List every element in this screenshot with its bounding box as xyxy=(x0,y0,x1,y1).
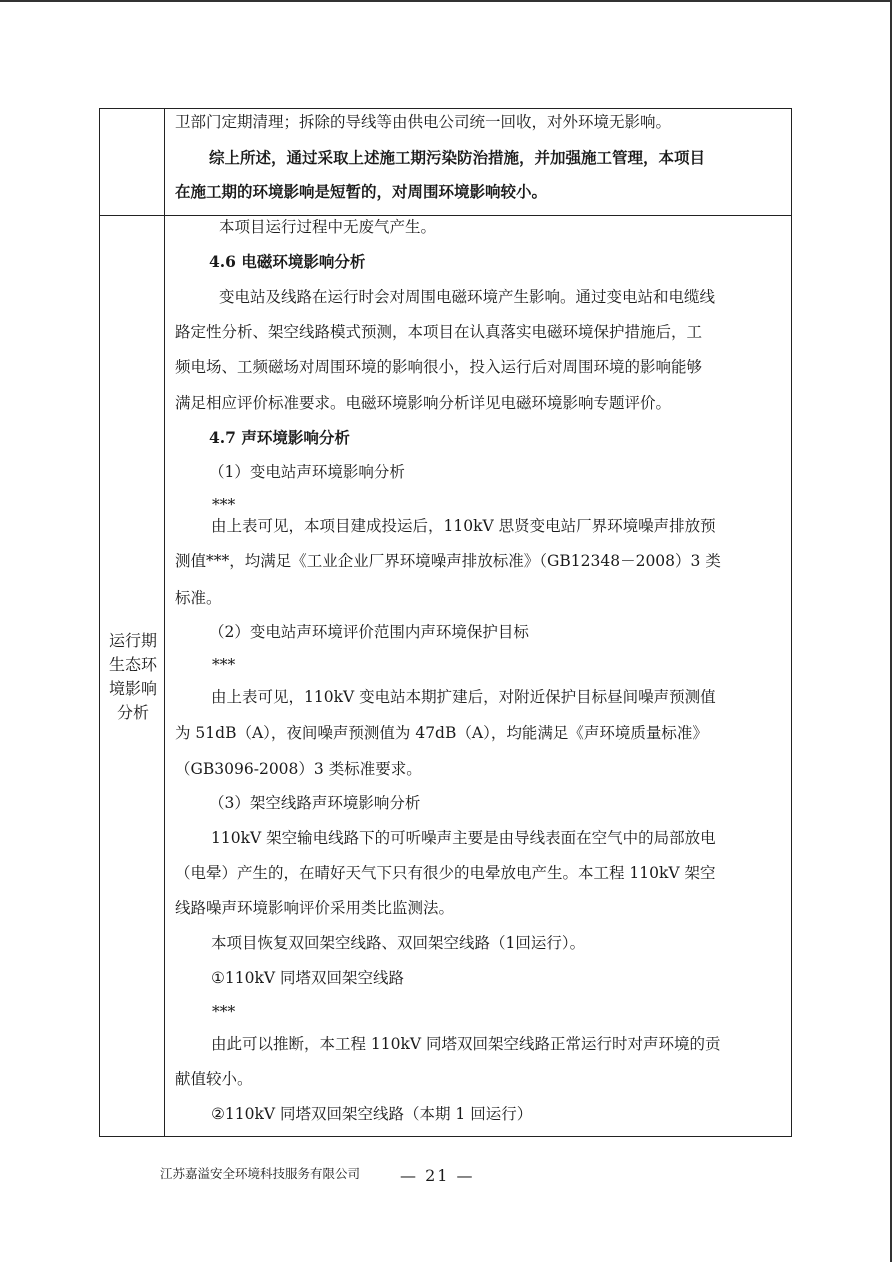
placeholder-stars-1: *** xyxy=(212,496,236,514)
row-divider xyxy=(100,215,791,216)
row-label-operation-period: 运行期 生态环 境影响 分析 xyxy=(108,631,157,722)
footer-company: 江苏嘉溢安全环境科技服务有限公司 xyxy=(160,1166,361,1181)
infer-para-line-1: 由此可以推断，本工程 110kV 同塔双回架空线路正常运行时对声环境的贡 xyxy=(211,1035,721,1053)
line-para-line-3: 线路噪声环境影响评价采用类比监测法。 xyxy=(175,899,455,917)
em-para-line-3: 频电场、工频磁场对周围环境的影响很小，投入运行后对周围环境的影响能够 xyxy=(175,358,703,376)
prev-line-1: 卫部门定期清理；拆除的导线等由供电公司统一回收，对外环境无影响。 xyxy=(175,113,672,131)
substation-para-line-2: 测值***，均满足《工业企业厂界环境噪声排放标准》（GB12348－2008）3 类 xyxy=(175,552,721,570)
line-para-line-2: （电晕）产生的，在晴好天气下只有很少的电晕放电产生。本工程 110kV 架空 xyxy=(175,864,716,882)
heading-4-6: 4.6 电磁环境影响分析 xyxy=(209,252,366,271)
em-para-line-4: 满足相应评价标准要求。电磁环境影响分析详见电磁环境影响专题评价。 xyxy=(175,394,672,412)
page-top-border xyxy=(0,0,892,2)
placeholder-stars-2: *** xyxy=(212,656,236,674)
em-para-line-2: 路定性分析、架空线路模式预测，本项目在认真落实电磁环境保护措施后，工 xyxy=(175,323,703,341)
target-para-line-2: 为 51dB（A），夜间噪声预测值为 47dB（A），均能满足《声环境质量标准》 xyxy=(175,724,708,742)
restore-line: 本项目恢复双回架空线路、双回架空线路（1回运行）。 xyxy=(211,934,586,952)
placeholder-stars-3: *** xyxy=(212,1003,236,1021)
summary-line-2: 在施工期的环境影响是短暂的，对周围环境影响较小。 xyxy=(175,182,548,201)
subheading-1: （1）变电站声环境影响分析 xyxy=(209,463,405,481)
target-para-line-3: （GB3096-2008）3 类标准要求。 xyxy=(175,760,422,778)
infer-para-line-2: 献值较小。 xyxy=(175,1070,253,1088)
substation-para-line-1: 由上表可见，本项目建成投运后，110kV 思贤变电站厂界环境噪声排放预 xyxy=(211,517,716,535)
subheading-3: （3）架空线路声环境影响分析 xyxy=(209,794,421,812)
item-1-heading: ①110kV 同塔双回架空线路 xyxy=(211,969,404,987)
em-para-line-1: 变电站及线路在运行时会对周围电磁环境产生影响。通过变电站和电缆线 xyxy=(219,288,716,306)
target-para-line-1: 由上表可见，110kV 变电站本期扩建后，对附近保护目标昼间噪声预测值 xyxy=(211,688,716,706)
summary-line-1: 综上所述，通过采取上述施工期污染防治措施，并加强施工管理，本项目 xyxy=(209,148,706,167)
heading-4-7: 4.7 声环境影响分析 xyxy=(209,428,350,447)
no-exhaust-line: 本项目运行过程中无废气产生。 xyxy=(219,218,437,236)
line-para-line-1: 110kV 架空输电线路下的可听噪声主要是由导线表面在空气中的局部放电 xyxy=(211,829,716,847)
subheading-2: （2）变电站声环境评价范围内声环境保护目标 xyxy=(209,623,529,641)
substation-para-line-3: 标准。 xyxy=(175,589,222,607)
item-2-heading: ②110kV 同塔双回架空线路（本期 1 回运行） xyxy=(211,1105,533,1123)
page-number: — 21 — xyxy=(400,1166,475,1185)
column-divider xyxy=(164,109,165,1136)
